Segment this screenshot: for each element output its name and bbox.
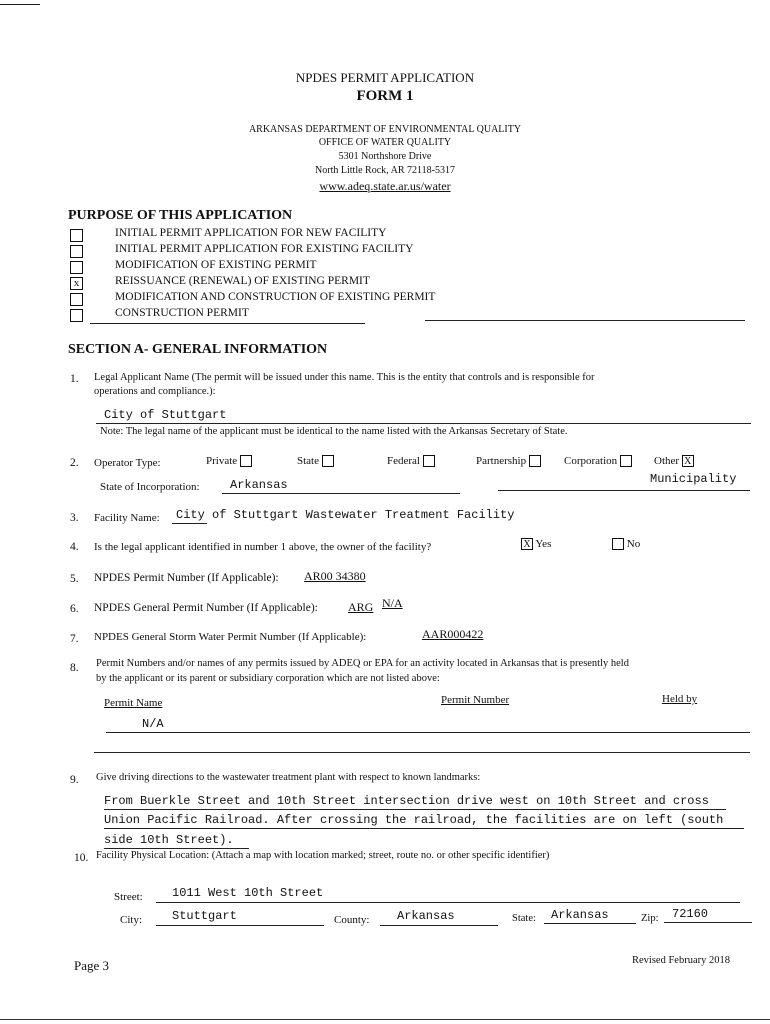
page-bottom-edge [0, 1019, 770, 1020]
other-permits-label-cont: by the applicant or its parent or subsidiary corporation which are not listed above: [96, 673, 440, 684]
q5-number: 5. [70, 573, 79, 585]
operator-corporation-label: Corporation [564, 455, 618, 467]
street-field[interactable]: 1011 West 10th Street [172, 886, 324, 900]
directions-line-1[interactable]: From Buerkle Street and 10th Street intersection drive west on 10th Street and cross [104, 794, 709, 808]
section-a-heading: SECTION A- GENERAL INFORMATION [68, 342, 328, 357]
q1-note: Note: The legal name of the applicant must be identical to the name listed with the Arkansas Secretary of State. [100, 426, 568, 437]
operator-corporation[interactable] [564, 455, 632, 467]
address-line-2: North Little Rock, AR 72118-5317 [315, 165, 455, 176]
operator-state-label: State [297, 455, 319, 467]
form-number: FORM 1 [356, 88, 414, 104]
purpose-option-0: INITIAL PERMIT APPLICATION FOR NEW FACILITY [115, 227, 387, 239]
storm-water-permit-label: NPDES General Storm Water Permit Number (If Applicable): [94, 631, 367, 643]
county-label: County: [334, 914, 370, 926]
website-link[interactable]: www.adeq.state.ar.us/water [319, 179, 451, 193]
operator-state[interactable] [297, 455, 334, 467]
owner-no-option[interactable] [612, 538, 640, 550]
page-number: Page 3 [74, 958, 110, 973]
owner-no-label: No [626, 538, 641, 550]
office-name: OFFICE OF WATER QUALITY [318, 137, 452, 148]
operator-federal-checkbox[interactable] [423, 455, 435, 467]
operator-corporation-checkbox[interactable] [620, 455, 632, 467]
operator-other-label: Other [654, 455, 680, 467]
q10-number: 10. [74, 852, 89, 864]
directions-line-2[interactable]: Union Pacific Railroad. After crossing the railroad, the facilities are on left (south [104, 813, 724, 827]
q3-number: 3. [70, 512, 79, 524]
q1-label: Legal Applicant Name (The permit will be issued under this name. This is the entity that controls and is responsible for [94, 372, 595, 383]
col-permit-name: Permit Name [104, 697, 163, 709]
purpose-checkbox-1[interactable] [70, 245, 83, 258]
street-label: Street: [114, 891, 143, 903]
purpose-option-1: INITIAL PERMIT APPLICATION FOR EXISTING FACILITY [115, 243, 414, 255]
purpose-checkbox-0[interactable] [70, 229, 83, 242]
agency-name: ARKANSAS DEPARTMENT OF ENVIRONMENTAL QUALITY [248, 124, 522, 135]
other-permits-label: Permit Numbers and/or names of any permits issued by ADEQ or EPA for an activity located in Arkansas that is presently held [96, 658, 629, 669]
owner-yes-label: Yes [535, 538, 552, 550]
purpose-option-3: REISSUANCE (RENEWAL) OF EXISTING PERMIT [115, 275, 370, 287]
physical-location-label: Facility Physical Location: (Attach a map with location marked; street, route no. or other specific identifier) [96, 850, 550, 861]
state-incorporation-label: State of Incorporation: [100, 481, 200, 493]
purpose-checkbox-3[interactable]: x [70, 277, 83, 290]
operator-state-checkbox[interactable] [322, 455, 334, 467]
col-permit-number: Permit Number [441, 694, 510, 706]
page-top-mark [0, 4, 40, 5]
driving-directions-label: Give driving directions to the wastewater treatment plant with respect to known landmarks: [96, 772, 481, 783]
form-title: NPDES PERMIT APPLICATION [295, 70, 475, 85]
other-operator-field[interactable]: Municipality [650, 472, 737, 486]
legal-applicant-name-field[interactable]: City of Stuttgart [104, 408, 227, 422]
owner-yes-checkbox[interactable]: X [521, 538, 533, 550]
city-field[interactable]: Stuttgart [172, 909, 237, 923]
q1-label-cont: operations and compliance.): [94, 386, 216, 397]
operator-other-checkbox[interactable]: X [682, 455, 694, 467]
city-label: City: [120, 914, 143, 926]
q7-number: 7. [70, 633, 79, 645]
county-field[interactable]: Arkansas [397, 909, 455, 923]
q2-number: 2. [70, 457, 79, 469]
operator-partnership-label: Partnership [476, 455, 527, 467]
storm-water-permit-field[interactable]: AAR000422 [422, 627, 484, 641]
q6-number: 6. [70, 603, 79, 615]
general-permit-prefix: ARG [348, 600, 374, 614]
operator-private-label: Private [206, 455, 238, 467]
q9-number: 9. [70, 774, 79, 786]
operator-partnership[interactable] [476, 455, 541, 467]
zip-field[interactable]: 72160 [672, 907, 709, 921]
npdes-permit-field[interactable]: AR00 34380 [304, 569, 366, 583]
operator-type-label: Operator Type: [94, 457, 161, 469]
operator-partnership-checkbox[interactable] [529, 455, 541, 467]
purpose-option-5: CONSTRUCTION PERMIT [115, 307, 249, 319]
operator-private-checkbox[interactable] [240, 455, 252, 467]
q4-number: 4. [70, 541, 79, 553]
operator-private[interactable] [206, 455, 252, 467]
npdes-permit-label: NPDES Permit Number (If Applicable): [94, 572, 279, 584]
state-incorporation-field[interactable]: Arkansas [230, 478, 288, 492]
state-label: State: [512, 913, 536, 924]
general-permit-field[interactable]: N/A [382, 596, 403, 610]
revision-date: Revised February 2018 [632, 955, 730, 966]
zip-label: Zip: [641, 913, 659, 924]
directions-line-3[interactable]: side 10th Street). [104, 833, 234, 847]
operator-federal-label: Federal [387, 455, 420, 467]
col-held-by: Held by [662, 693, 698, 705]
purpose-option-2: MODIFICATION OF EXISTING PERMIT [115, 259, 317, 271]
owner-no-checkbox[interactable] [612, 538, 624, 550]
q8-number: 8. [70, 662, 79, 674]
owner-yes-option[interactable] [521, 538, 551, 550]
purpose-checkbox-2[interactable] [70, 261, 83, 274]
purpose-option-4: MODIFICATION AND CONSTRUCTION OF EXISTING PERMIT [115, 291, 436, 303]
facility-name-field[interactable]: City of Stuttgart Wastewater Treatment Facility [176, 508, 515, 522]
other-permit-name-field[interactable]: N/A [142, 717, 164, 731]
purpose-heading: PURPOSE OF THIS APPLICATION [68, 208, 293, 223]
operator-other[interactable] [654, 455, 694, 467]
q1-number: 1. [70, 373, 79, 385]
operator-federal[interactable] [387, 455, 435, 467]
state-field[interactable]: Arkansas [551, 908, 609, 922]
owner-question-label: Is the legal applicant identified in number 1 above, the owner of the facility? [94, 541, 432, 553]
purpose-checkbox-5[interactable] [70, 309, 83, 322]
facility-name-label: Facility Name: [94, 512, 160, 524]
general-permit-label: NPDES General Permit Number (If Applicable): [94, 602, 318, 614]
purpose-checkbox-4[interactable] [70, 293, 83, 306]
address-line-1: 5301 Northshore Drive [338, 151, 432, 162]
